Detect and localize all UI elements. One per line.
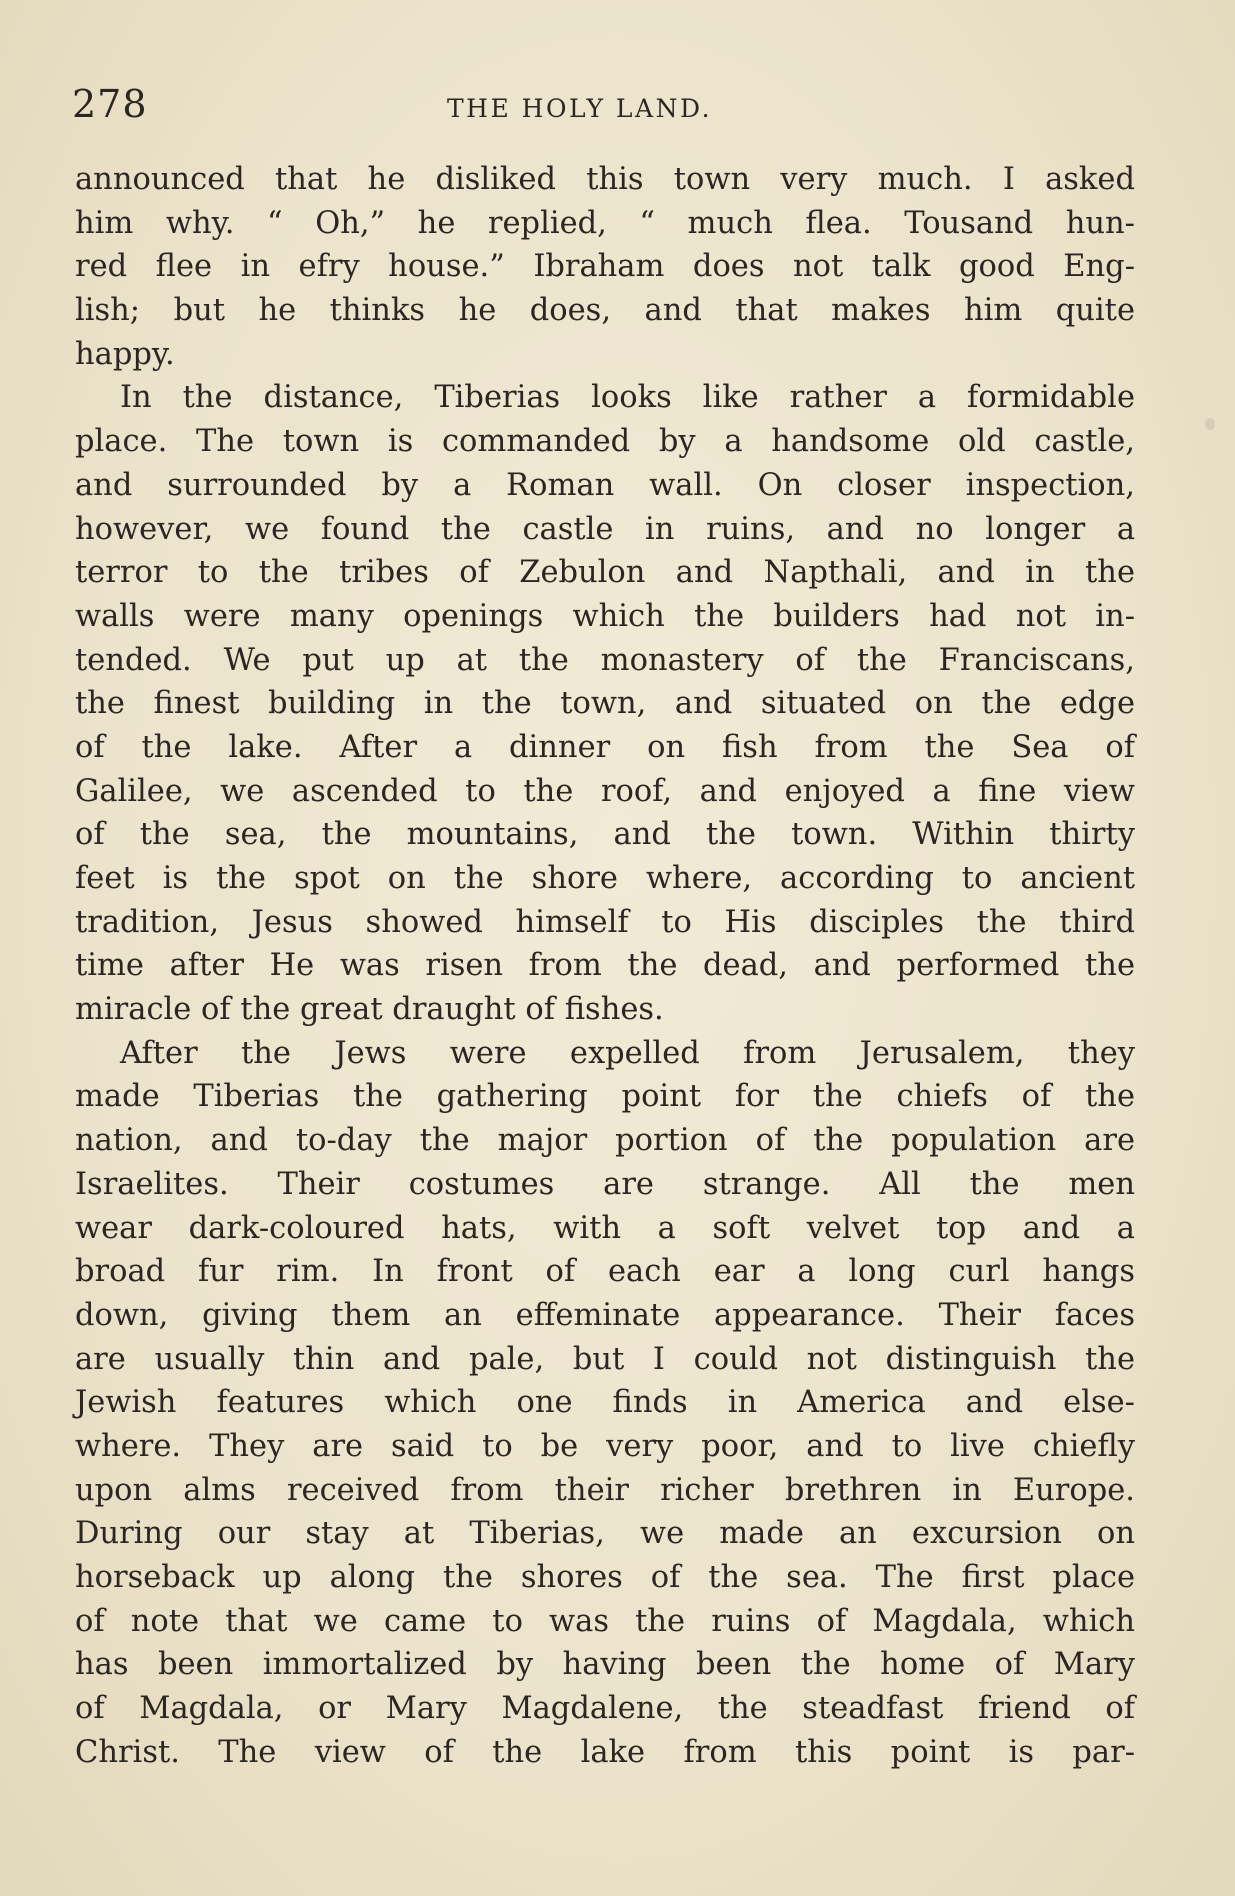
- text-line: During our stay at Tiberias, we made an excursion on: [75, 1516, 1135, 1552]
- text-line: tended. We put up at the monastery of the Franciscans,: [75, 642, 1135, 678]
- text-line: Jewish features which one finds in America and else-: [75, 1385, 1135, 1421]
- page-header: [72, 82, 1142, 132]
- text-line: walls were many openings which the builders had not in-: [75, 598, 1135, 634]
- text-line: of Magdala, or Mary Magdalene, the steadfast friend of: [75, 1691, 1135, 1727]
- text-line: feet is the spot on the shore where, according to ancient: [75, 861, 1135, 896]
- text-line: him why. “ Oh,” he replied, “ much flea. Tousand hun-: [75, 205, 1135, 241]
- text-line: down, giving them an effeminate appearance. Their faces: [75, 1297, 1135, 1333]
- text-line: are usually thin and pale, but I could not distinguish the: [75, 1341, 1135, 1377]
- text-line: terror to the tribes of Zebulon and Napthali, and in the: [75, 555, 1135, 591]
- text-line: wear dark-coloured hats, with a soft velvet top and a: [75, 1210, 1135, 1246]
- text-line: where. They are said to be very poor, and to live chiefly: [75, 1428, 1135, 1464]
- text-line: Israelites. Their costumes are strange. All the men: [75, 1166, 1135, 1202]
- text-line: red flee in efry house.” Ibraham does not talk good Eng-: [75, 249, 1135, 285]
- body-text: [75, 158, 1135, 1774]
- text-line: Galilee, we ascended to the roof, and enjoyed a fine view: [75, 773, 1135, 809]
- text-line: miracle of the great draught of fishes.: [75, 992, 664, 1028]
- text-line: has been immortalized by having been the home of Mary: [75, 1647, 1135, 1683]
- text-line: lish; but he thinks he does, and that makes him quite: [75, 293, 1135, 329]
- text-line: of note that we came to was the ruins of Magdala, which: [75, 1603, 1135, 1639]
- text-line: made Tiberias the gathering point for the chiefs of the: [75, 1079, 1135, 1115]
- text-line: upon alms received from their richer brethren in Europe.: [75, 1472, 1135, 1508]
- text-line: In the distance, Tiberias looks like rather a formidable: [120, 380, 1135, 416]
- text-line: After the Jews were expelled from Jerusalem, they: [120, 1035, 1135, 1071]
- text-line: time after He was risen from the dead, and performed the: [75, 948, 1135, 984]
- text-line: happy.: [75, 336, 175, 372]
- text-line: the finest building in the town, and situated on the edge: [75, 686, 1135, 722]
- text-line: announced that he disliked this town very much. I asked: [75, 162, 1135, 197]
- text-line: of the sea, the mountains, and the town. Within thirty: [75, 817, 1135, 853]
- text-line: of the lake. After a dinner on fish from the Sea of: [75, 729, 1135, 765]
- text-line: tradition, Jesus showed himself to His disciples the third: [75, 904, 1135, 940]
- running-head: THE HOLY LAND.: [447, 94, 713, 123]
- text-line: nation, and to-day the major portion of the population are: [75, 1123, 1135, 1159]
- text-line: and surrounded by a Roman wall. On closer inspection,: [75, 467, 1135, 503]
- text-line: place. The town is commanded by a handsome old castle,: [75, 424, 1135, 460]
- page-number: 278: [72, 82, 148, 126]
- text-line: Christ. The view of the lake from this point is par-: [75, 1734, 1135, 1770]
- text-line: horseback up along the shores of the sea. The first place: [75, 1560, 1135, 1595]
- paper-blemish: [1205, 418, 1215, 430]
- text-line: however, we found the castle in ruins, and no longer a: [75, 511, 1135, 547]
- text-line: broad fur rim. In front of each ear a long curl hangs: [75, 1254, 1135, 1290]
